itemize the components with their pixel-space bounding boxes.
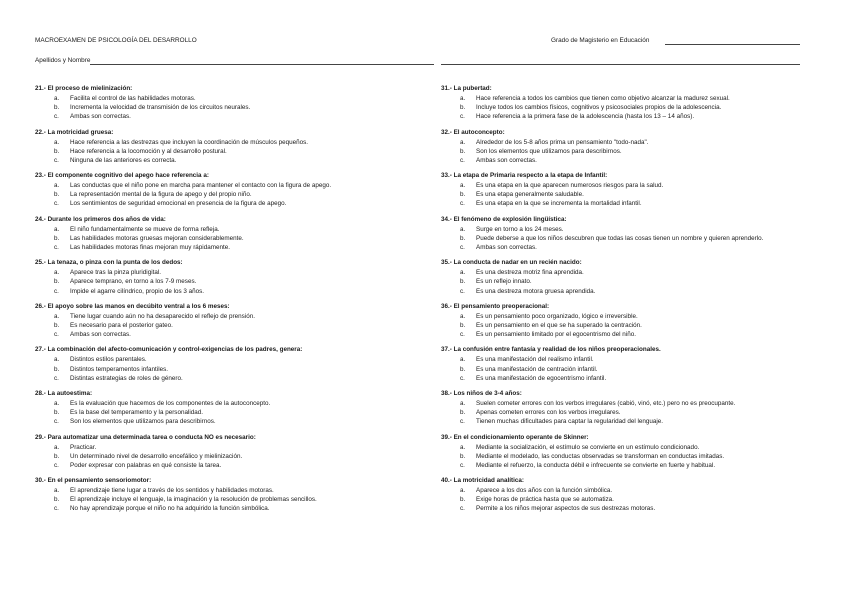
option-letter: c. (54, 113, 59, 121)
question-block (441, 258, 841, 295)
option-letter: a. (460, 487, 466, 495)
degree-line[interactable] (665, 44, 800, 45)
option-text: Es un pensamiento en el que se ha superado la centración. (476, 321, 642, 329)
option-letter: c. (460, 505, 465, 513)
option-text: Hace referencia a todos los cambios que tienen como objetivo alcanzar la madurez sexual. (476, 95, 730, 102)
option-text: Las habilidades motoras gruesas mejoran considerablemente. (70, 234, 244, 242)
option-letter: b. (54, 191, 60, 199)
option-letter: b. (460, 191, 466, 199)
answer-option[interactable] (441, 330, 841, 339)
option-text: Las habilidades motoras finas mejoran muy rápidamente. (70, 244, 230, 251)
option-text: Es una manifestación del realismo infantil. (476, 356, 594, 364)
option-text: Es una manifestación de centración infantil. (476, 365, 598, 373)
answer-option[interactable] (441, 417, 841, 426)
option-letter: a. (54, 312, 60, 320)
answer-option[interactable] (35, 452, 435, 461)
question-title: 30.- En el pensamiento sensoriomotor: (35, 477, 152, 485)
answer-option[interactable] (35, 103, 435, 112)
option-letter: a. (460, 312, 466, 320)
question-block (441, 433, 841, 470)
option-text: Es una etapa en la que aparecen numerosos riesgos para la salud. (476, 182, 664, 190)
name-line-right[interactable] (441, 64, 800, 65)
answer-option[interactable] (441, 156, 841, 165)
answer-option[interactable] (35, 243, 435, 252)
option-letter: a. (54, 95, 60, 102)
answer-option[interactable] (441, 408, 841, 417)
option-text: Los sentimientos de seguridad emocional en presencia de la figura de apego. (70, 200, 287, 208)
question-title: 32.- El autoconcepto: (441, 128, 505, 136)
option-text: Hace referencia a la locomoción y al desarrollo postural. (70, 147, 227, 155)
answer-option[interactable] (441, 112, 841, 121)
option-letter: a. (54, 356, 60, 364)
option-text: Apenas cometen errores con los verbos irregulares. (476, 409, 621, 417)
option-letter: b. (54, 452, 60, 460)
option-letter: c. (460, 113, 465, 121)
option-text: Es necesario para el posterior gateo. (70, 321, 173, 329)
option-letter: c. (460, 461, 465, 469)
option-text: Es la evaluación que hacemos de los componentes de la autoconcepto. (70, 399, 271, 407)
answer-option[interactable] (35, 495, 435, 504)
option-letter: c. (460, 287, 465, 295)
option-text: Permite a los niños mejorar aspectos de sus destrezas motoras. (476, 505, 656, 513)
answer-option[interactable] (35, 234, 435, 243)
question-title: 39.- En el condicionamiento operante de Skinner: (441, 433, 589, 441)
option-text: Hace referencia a la primera fase de la adolescencia (hasta los 13 – 14 años). (476, 113, 695, 121)
option-letter: b. (54, 365, 60, 373)
answer-option[interactable] (441, 234, 841, 243)
option-text: Las conductas que el niño pone en marcha para mantener el contacto con la figura de apego. (70, 182, 332, 190)
name-label: Apellidos y Nombre (35, 57, 91, 64)
option-letter: c. (54, 374, 59, 382)
question-title: 37.- La confusión entre fantasía y realidad de los niños preoperacionales. (441, 346, 661, 354)
answer-option[interactable] (441, 268, 841, 277)
answer-option[interactable] (441, 103, 841, 112)
option-text: El aprendizaje tiene lugar a través de los sentidos y habilidades motoras. (70, 487, 274, 495)
option-letter: a. (54, 487, 60, 495)
option-letter: b. (54, 147, 60, 155)
answer-option[interactable] (35, 417, 435, 426)
answer-option[interactable] (35, 147, 435, 156)
answer-option[interactable] (441, 355, 841, 364)
question-block (35, 84, 435, 121)
option-letter: c. (54, 418, 59, 426)
question-title: 33.- La etapa de Primaria respecto a la etapa de Infantil: (441, 172, 608, 180)
option-letter: b. (54, 409, 60, 417)
option-text: Aparece tras la pinza pluridigital. (70, 269, 162, 277)
option-text: Es la base del temperamento y la personalidad. (70, 409, 204, 417)
option-text: Es un pensamiento limitado por el egocentrismo del niño. (476, 331, 636, 339)
answer-option[interactable] (35, 461, 435, 470)
option-letter: c. (54, 287, 59, 295)
option-text: Tienen muchas dificultades para captar la regularidad del lenguaje. (476, 418, 664, 426)
answer-option[interactable] (441, 486, 841, 495)
option-letter: b. (54, 278, 60, 286)
option-text: Ambas son correctas. (70, 331, 131, 339)
question-block (441, 345, 841, 382)
question-block (441, 128, 841, 165)
option-letter: c. (54, 505, 59, 513)
option-letter: c. (54, 331, 59, 339)
answer-option[interactable] (35, 408, 435, 417)
option-letter: b. (54, 234, 60, 242)
option-text: Es una destreza motriz fina aprendida. (476, 269, 584, 277)
option-letter: b. (460, 409, 466, 417)
option-letter: a. (460, 95, 466, 102)
answer-option[interactable] (441, 321, 841, 330)
answer-option[interactable] (441, 312, 841, 321)
option-text: Es una manifestación de egocentrismo infantil. (476, 374, 607, 382)
option-text: Distintos estilos parentales. (70, 356, 147, 364)
answer-option[interactable] (441, 365, 841, 374)
option-text: Distintos temperamentos infantiles. (70, 365, 168, 373)
option-letter: c. (460, 418, 465, 426)
option-letter: c. (54, 461, 59, 469)
answer-option[interactable] (441, 225, 841, 234)
question-block (441, 171, 841, 208)
option-letter: b. (54, 496, 60, 504)
question-title: 31.- La pubertad: (441, 85, 492, 92)
answer-option[interactable] (35, 156, 435, 165)
answer-option[interactable] (441, 181, 841, 190)
option-letter: b. (54, 321, 60, 329)
option-letter: a. (54, 443, 60, 451)
answer-option[interactable] (35, 399, 435, 408)
question-block (35, 215, 435, 252)
answer-option[interactable] (441, 199, 841, 208)
name-line-left[interactable] (90, 64, 434, 65)
option-text: Hace referencia a las destrezas que incluyen la coordinación de músculos pequeños. (70, 138, 309, 146)
answer-option[interactable] (35, 181, 435, 190)
answer-option[interactable] (35, 330, 435, 339)
option-letter: a. (460, 138, 466, 146)
question-block (441, 476, 841, 513)
option-text: Incrementa la velocidad de transmisión de los circuitos neurales. (70, 104, 251, 112)
question-title: 23.- El componente cognitivo del apego hace referencia a: (35, 172, 209, 180)
option-text: Es una destreza motora gruesa aprendida. (476, 287, 596, 295)
answer-option[interactable] (35, 112, 435, 121)
answer-option[interactable] (441, 443, 841, 452)
option-letter: b. (460, 147, 466, 155)
option-text: Ambas son correctas. (70, 113, 131, 121)
option-letter: c. (460, 200, 465, 208)
option-text: El niño fundamentalmente se mueve de forma refleja. (70, 225, 220, 233)
question-block (441, 215, 841, 252)
answer-option[interactable] (441, 504, 841, 513)
option-letter: c. (54, 200, 59, 208)
question-block (441, 389, 841, 426)
answer-option[interactable] (441, 452, 841, 461)
answer-option[interactable] (35, 199, 435, 208)
option-letter: c. (54, 156, 59, 164)
question-title: 40.- La motricidad analítica: (441, 477, 524, 485)
option-text: Facilita el control de las habilidades motoras. (70, 95, 196, 102)
option-text: Ambas son correctas. (476, 156, 537, 164)
answer-option[interactable] (35, 190, 435, 199)
option-letter: b. (460, 321, 466, 329)
option-text: Ambas son correctas. (476, 244, 537, 251)
option-letter: a. (460, 269, 466, 277)
answer-option[interactable] (441, 495, 841, 504)
option-letter: a. (54, 138, 60, 146)
answer-option[interactable] (441, 374, 841, 383)
option-text: El aprendizaje incluye el lenguaje, la imaginación y la resolución de problemas sencillos. (70, 496, 317, 504)
option-text: Incluye todos los cambios físicos, cognitivos y psicosociales propios de la adolescencia. (476, 104, 722, 112)
option-text: Mediante el modelado, las conductas observadas se transforman en conductas imitadas. (476, 452, 725, 460)
answer-option[interactable] (35, 443, 435, 452)
questions-column-right (441, 84, 841, 520)
question-block (35, 476, 435, 513)
answer-option[interactable] (441, 138, 841, 147)
question-title: 28.- La autoestima: (35, 389, 93, 397)
option-letter: a. (54, 182, 60, 190)
answer-option[interactable] (35, 321, 435, 330)
question-title: 34.- El fenómeno de explosión lingüística: (441, 215, 567, 223)
option-letter: a. (460, 443, 466, 451)
option-text: No hay aprendizaje porque el niño no ha adquirido la función simbólica. (70, 505, 270, 513)
option-text: Practicar. (70, 443, 97, 451)
answer-option[interactable] (35, 94, 435, 103)
answer-option[interactable] (35, 374, 435, 383)
answer-option[interactable] (35, 355, 435, 364)
answer-option[interactable] (35, 138, 435, 147)
option-letter: c. (460, 156, 465, 164)
question-title: 21.- El proceso de mielinización: (35, 85, 133, 92)
answer-option[interactable] (441, 243, 841, 252)
option-text: Son los elementos que utilizamos para describirnos. (70, 418, 216, 426)
option-letter: b. (460, 496, 466, 504)
question-block (35, 433, 435, 470)
option-text: Son los elementos que utilizamos para describirnos. (476, 147, 622, 155)
option-text: Es un reflejo innato. (476, 278, 532, 286)
option-text: Un determinado nivel de desarrollo encefálico y mielinización. (70, 452, 243, 460)
answer-option[interactable] (441, 190, 841, 199)
question-block (441, 302, 841, 339)
question-title: 38.- Los niños de 3-4 años: (441, 389, 522, 397)
answer-option[interactable] (35, 312, 435, 321)
option-letter: b. (460, 365, 466, 373)
option-letter: b. (460, 104, 466, 112)
question-title: 22.- La motricidad gruesa: (35, 128, 114, 136)
option-text: Mediante el refuerzo, la conducta débil e infrecuente se convierte en fuerte y habitual. (476, 461, 716, 469)
question-title: 36.- El pensamiento preoperacional: (441, 302, 550, 310)
option-text: La representación mental de la figura de apego y del propio niño. (70, 191, 252, 199)
question-block (35, 302, 435, 339)
answer-option[interactable] (441, 399, 841, 408)
answer-option[interactable] (441, 461, 841, 470)
answer-option[interactable] (35, 504, 435, 513)
option-text: Es una etapa generalmente saludable. (476, 191, 584, 199)
option-text: Es un pensamiento poco organizado, lógico e irreversible. (476, 312, 638, 320)
answer-option[interactable] (35, 365, 435, 374)
question-title: 35.- La conducta de nadar en un recién nacido: (441, 259, 582, 267)
option-letter: c. (460, 374, 465, 382)
option-letter: c. (54, 244, 59, 251)
answer-option[interactable] (35, 277, 435, 286)
option-letter: b. (460, 452, 466, 460)
option-text: Tiene lugar cuando aún no ha desaparecido el reflejo de prensión. (70, 312, 255, 320)
option-text: Surge en torno a los 24 meses. (476, 225, 564, 233)
option-text: Ninguna de las anteriores es correcta. (70, 156, 177, 164)
option-text: Puede deberse a que los niños descubren que todas las cosas tienen un nombre y quieren aprenderlo. (476, 234, 764, 242)
questions-column-left (35, 84, 435, 520)
question-block (35, 258, 435, 295)
answer-option[interactable] (441, 287, 841, 296)
option-letter: a. (460, 399, 466, 407)
question-title: 24.- Durante los primeros dos años de vida: (35, 215, 166, 223)
option-text: Es una etapa en la que se incrementa la mortalidad infantil. (476, 200, 642, 208)
answer-option[interactable] (35, 268, 435, 277)
option-letter: b. (54, 104, 60, 112)
question-title: 29.- Para automatizar una determinada tarea o conducta NO es necesario: (35, 433, 256, 441)
question-title: 25.- La tenaza, o pinza con la punta de los dedos: (35, 259, 183, 267)
answer-option[interactable] (35, 287, 435, 296)
option-text: Impide el agarre cilíndrico, propio de los 3 años. (70, 287, 205, 295)
degree-label: Grado de Magisterio en Educación (551, 37, 650, 44)
question-block (441, 84, 841, 121)
answer-option[interactable] (441, 277, 841, 286)
option-letter: b. (460, 234, 466, 242)
option-text: Distintas estrategias de roles de género. (70, 374, 183, 382)
option-letter: a. (54, 399, 60, 407)
option-letter: a. (54, 225, 60, 233)
question-block (35, 345, 435, 382)
option-letter: a. (460, 182, 466, 190)
option-letter: c. (460, 331, 465, 339)
question-block (35, 171, 435, 208)
option-letter: b. (460, 278, 466, 286)
question-block (35, 389, 435, 426)
option-letter: a. (460, 225, 466, 233)
option-text: Aparece temprano, en torno a los 7-9 meses. (70, 278, 197, 286)
question-block (35, 128, 435, 165)
answer-option[interactable] (35, 486, 435, 495)
answer-option[interactable] (35, 225, 435, 234)
option-letter: a. (460, 356, 466, 364)
option-text: Exige horas de práctica hasta que se automatiza. (476, 496, 614, 504)
option-text: Alrededor de los 5-8 años prima un pensamiento "todo-nada". (476, 138, 649, 146)
answer-option[interactable] (441, 147, 841, 156)
option-text: Suelen cometer errores con los verbos irregulares (cabió, vinó, etc.) pero no es preocupante. (476, 399, 736, 407)
option-letter: a. (54, 269, 60, 277)
option-letter: c. (460, 244, 465, 251)
answer-option[interactable] (441, 94, 841, 103)
question-title: 27.- La combinación del afecto-comunicación y control-exigencias de los padres, genera: (35, 346, 303, 354)
option-text: Aparece a los dos años con la función simbólica. (476, 487, 613, 495)
question-title: 26.- El apoyo sobre las manos en decúbito ventral a los 6 meses: (35, 302, 230, 310)
option-text: Poder expresar con palabras en qué consiste la tarea. (70, 461, 222, 469)
exam-title: MACROEXAMEN DE PSICOLOGÍA DEL DESARROLLO (35, 37, 197, 44)
option-text: Mediante la socialización, el estímulo se convierte en un estímulo condicionado. (476, 443, 700, 451)
